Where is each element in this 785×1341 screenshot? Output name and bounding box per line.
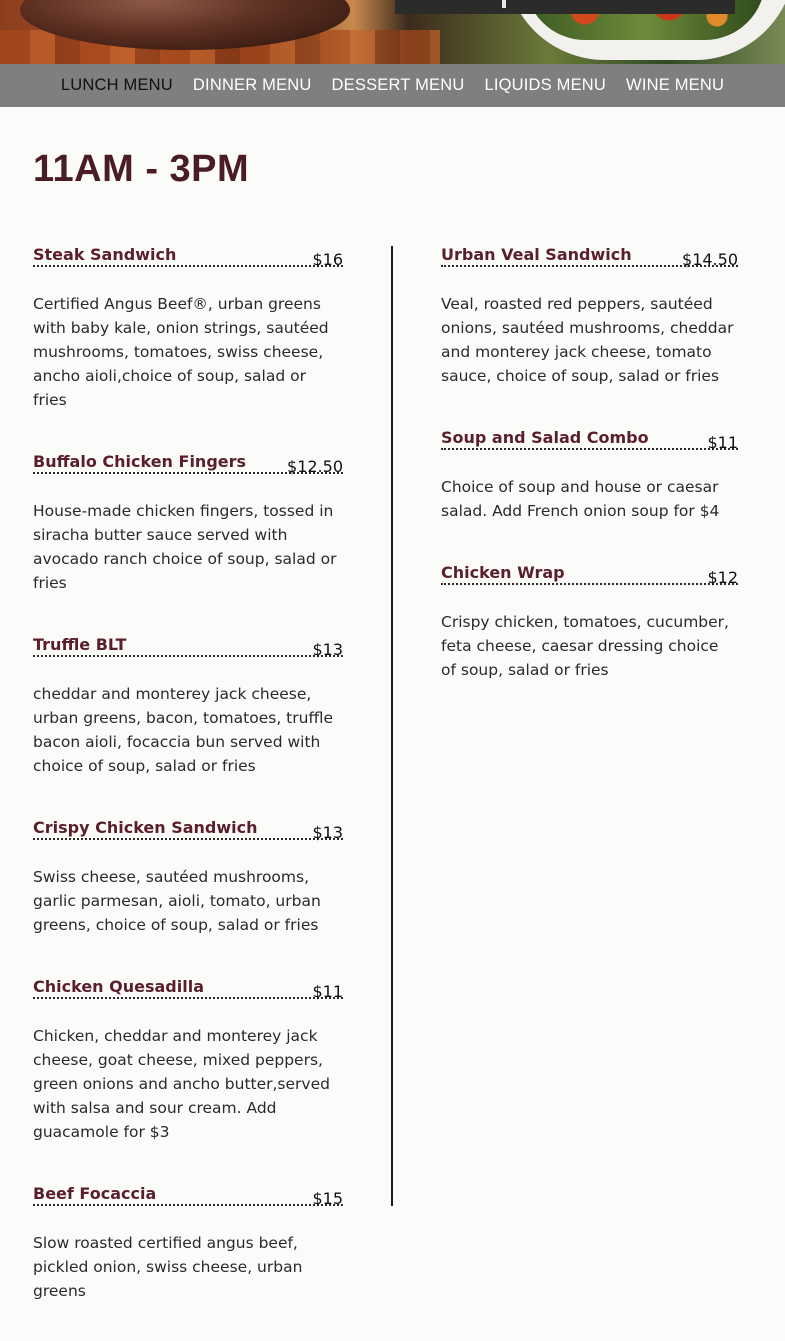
menu-item <box>33 450 343 595</box>
menu-item <box>441 243 738 388</box>
menu-item-price: $11 <box>707 433 738 452</box>
menu-item <box>33 975 343 1144</box>
menu-item <box>441 561 738 682</box>
menu-item-description: House-made chicken fingers, tossed in siracha butter sauce served with avocado ranch choice of soup, salad or fries <box>33 502 337 592</box>
menu-item-price: $12.50 <box>287 457 343 476</box>
menu-item-name: Crispy Chicken Sandwich <box>33 818 258 837</box>
banner-overlay <box>395 0 735 14</box>
nav-lunch-menu[interactable]: LUNCH MENU <box>60 76 173 94</box>
menu-item-price: $11 <box>312 982 343 1001</box>
menu-nav <box>0 64 785 107</box>
menu-item-header <box>33 1182 343 1206</box>
menu-item-price: $13 <box>312 640 343 659</box>
menu-item-header <box>33 633 343 657</box>
menu-item-description: cheddar and monterey jack cheese, urban greens, bacon, tomatoes, truffle bacon aioli, focaccia bun served with choice of soup, salad or fries <box>33 685 333 775</box>
menu-item-price: $16 <box>312 250 343 269</box>
menu-item-name: Chicken Quesadilla <box>33 977 204 996</box>
menu-item <box>33 633 343 778</box>
nav-dinner-menu[interactable]: DINNER MENU <box>192 76 312 94</box>
menu-item-name: Soup and Salad Combo <box>441 428 649 447</box>
menu-item-name: Steak Sandwich <box>33 245 177 264</box>
menu-item <box>33 243 343 412</box>
menu-item-name: Buffalo Chicken Fingers <box>33 452 247 471</box>
menu-item-name: Urban Veal Sandwich <box>441 245 632 264</box>
service-hours-heading: 11AM - 3PM <box>33 148 250 190</box>
menu-item-price: $12 <box>707 568 738 587</box>
column-divider <box>391 246 393 1206</box>
hero-banner <box>0 0 785 64</box>
menu-item-header <box>441 426 738 450</box>
menu-item-description: Choice of soup and house or caesar salad. Add French onion soup for $4 <box>441 478 720 520</box>
menu-item <box>33 1182 343 1303</box>
menu-column-right <box>441 243 738 720</box>
menu-item-name: Beef Focaccia <box>33 1184 157 1203</box>
menu-item-header <box>33 975 343 999</box>
menu-item-price: $14.50 <box>682 250 738 269</box>
menu-item-description: Slow roasted certified angus beef, pickled onion, swiss cheese, urban greens <box>33 1234 303 1300</box>
nav-liquids-menu[interactable]: LIQUIDS MENU <box>484 76 607 94</box>
nav-dessert-menu[interactable]: DESSERT MENU <box>331 76 465 94</box>
menu-item-description: Crispy chicken, tomatoes, cucumber, feta cheese, caesar dressing choice of soup, salad or fries <box>441 613 729 679</box>
menu-item-description: Certified Angus Beef®, urban greens with baby kale, onion strings, sautéed mushrooms, tomatoes, swiss cheese, ancho aioli,choice of soup, salad or fries <box>33 295 329 409</box>
menu-item-header <box>33 243 343 267</box>
menu-item-header <box>33 450 343 474</box>
menu-item-description: Chicken, cheddar and monterey jack cheese, goat cheese, mixed peppers, green onions and ancho butter,served with salsa and sour cream. Add guacamole for $3 <box>33 1027 330 1141</box>
menu-item-description: Veal, roasted red peppers, sautéed onions, sautéed mushrooms, cheddar and monterey jack cheese, tomato sauce, choice of soup, salad or fries <box>441 295 734 385</box>
menu-item-header <box>441 561 738 585</box>
nav-wine-menu[interactable]: WINE MENU <box>626 76 725 94</box>
menu-item-price: $15 <box>312 1189 343 1208</box>
menu-item-header <box>441 243 738 267</box>
menu-item-header <box>33 816 343 840</box>
menu-item-price: $13 <box>312 823 343 842</box>
banner-overlay-mark <box>502 0 506 8</box>
menu-item <box>33 816 343 937</box>
menu-item-name: Chicken Wrap <box>441 563 565 582</box>
menu-item-description: Swiss cheese, sautéed mushrooms, garlic parmesan, aioli, tomato, urban greens, choice of soup, salad or fries <box>33 868 321 934</box>
menu-column-left <box>33 243 343 1341</box>
menu-item-name: Truffle BLT <box>33 635 127 654</box>
menu-item <box>441 426 738 523</box>
